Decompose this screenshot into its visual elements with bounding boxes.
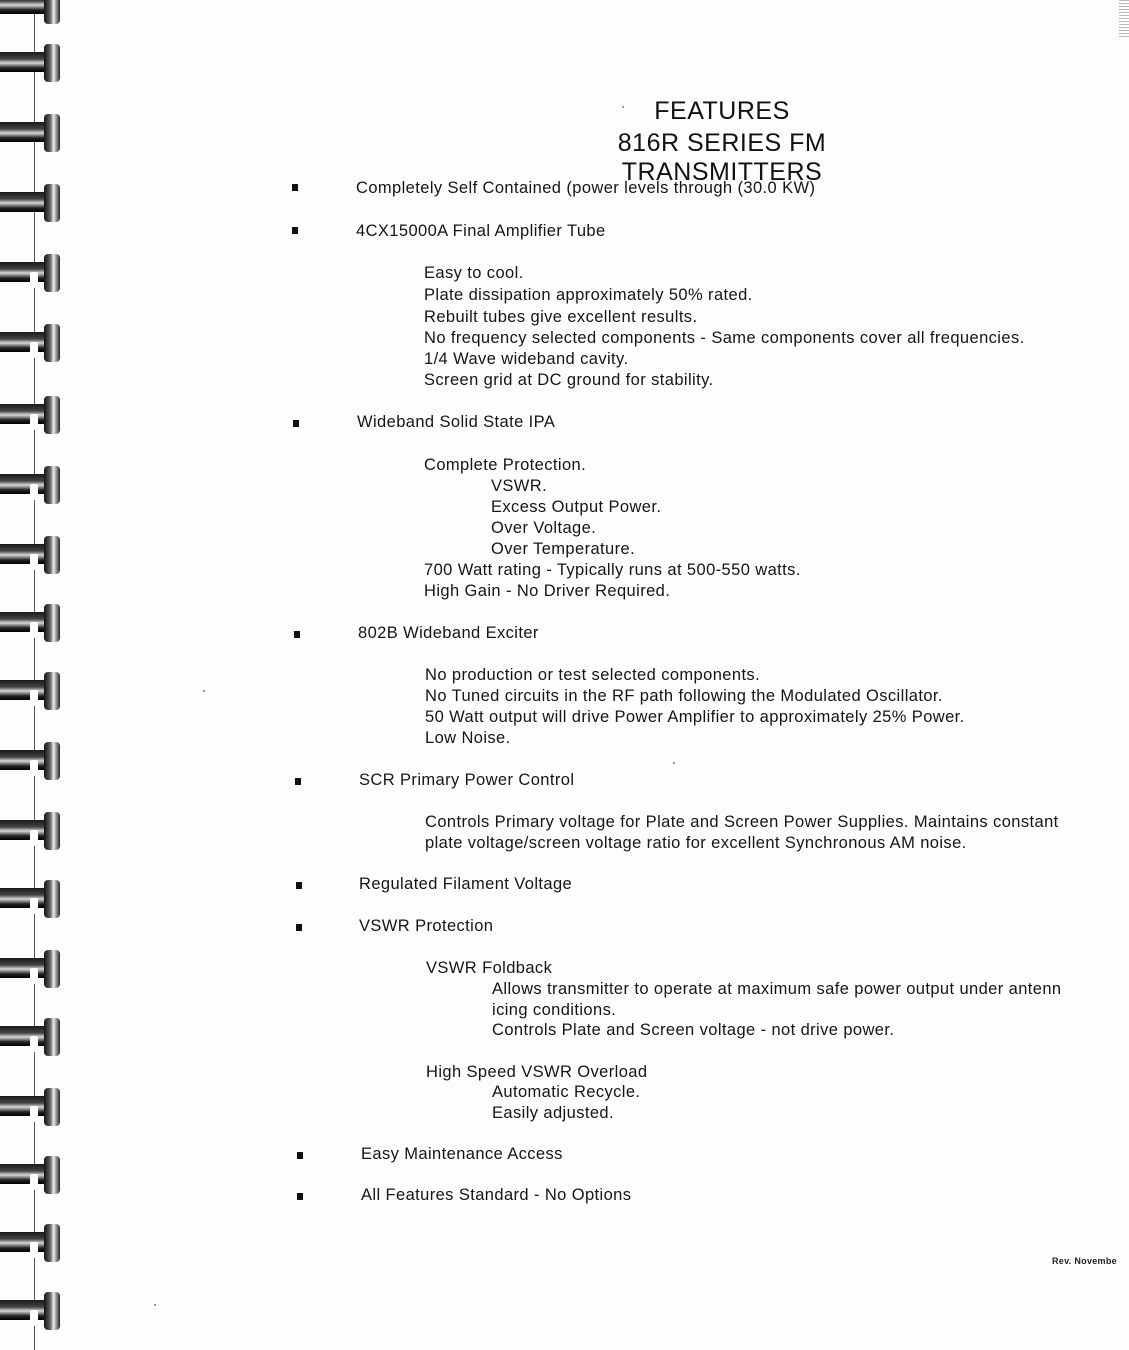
binding-coil [0,1152,64,1198]
binding-coil [0,320,64,366]
feature-detail: Complete Protection. [424,456,587,474]
feature-heading: Regulated Filament Voltage [359,875,573,893]
bullet-icon [294,631,300,638]
feature-detail: Controls Primary voltage for Plate and Screen Power Supplies. Maintains constant [425,813,1059,831]
bullet-icon [292,227,298,234]
bullet-icon [297,1152,303,1159]
feature-subdetail: Excess Output Power. [491,498,662,516]
feature-heading: Completely Self Contained (power levels through (30.0 KW) [356,179,816,197]
binding-coil [0,668,64,714]
binding-coil [0,808,64,854]
scan-speck [154,1304,156,1306]
feature-subdetail: icing conditions. [492,1001,617,1019]
binding-coil [0,738,64,784]
feature-detail: High Gain - No Driver Required. [424,582,671,600]
feature-detail: plate voltage/screen voltage ratio for excellent Synchronous AM noise. [425,834,967,852]
feature-heading: VSWR Protection [359,917,494,935]
feature-detail: 1/4 Wave wideband cavity. [424,350,629,368]
binding-coil [0,876,64,922]
feature-detail: Easy to cool. [424,264,524,282]
binding-coil [0,392,64,438]
feature-subdetail: Controls Plate and Screen voltage - not drive power. [492,1021,895,1039]
feature-detail: High Speed VSWR Overload [426,1063,648,1081]
spiral-binding [0,0,90,1350]
page-title: FEATURES [654,97,790,125]
feature-subdetail: VSWR. [491,477,548,495]
bullet-icon [296,924,302,931]
feature-detail: No frequency selected components - Same components cover all frequencies. [424,329,1025,347]
bullet-icon [295,778,301,785]
binding-coil [0,1220,64,1266]
feature-heading: 4CX15000A Final Amplifier Tube [356,222,606,240]
scan-speck [203,690,205,692]
feature-detail: No production or test selected components. [425,666,761,684]
scan-speck [673,762,675,764]
page-subtitle: 816R SERIES FM TRANSMITTERS [617,129,827,186]
binding-coil [0,110,64,156]
feature-subdetail: Over Temperature. [491,540,636,558]
feature-subdetail: Over Voltage. [491,519,597,537]
binding-coil [0,1084,64,1130]
feature-subdetail: Easily adjusted. [492,1104,614,1122]
bullet-icon [293,420,299,427]
feature-heading: 802B Wideband Exciter [358,624,539,642]
feature-heading: Easy Maintenance Access [361,1145,563,1163]
feature-detail: VSWR Foldback [426,959,553,977]
binding-coil [0,250,64,296]
page-edge-mark [1119,0,1129,38]
feature-subdetail: Allows transmitter to operate at maximum safe power output under antenn [492,980,1062,998]
feature-subdetail: Automatic Recycle. [492,1083,641,1101]
bullet-icon [292,184,298,191]
binding-coil [0,600,64,646]
binding-coil [0,0,64,28]
feature-detail: Low Noise. [425,729,511,747]
binding-coil [0,40,64,86]
binding-coil [0,462,64,508]
feature-detail: No Tuned circuits in the RF path following the Modulated Oscillator. [425,687,943,705]
feature-heading: SCR Primary Power Control [359,771,575,789]
feature-heading: Wideband Solid State IPA [357,413,556,431]
feature-detail: Rebuilt tubes give excellent results. [424,308,698,326]
revision-note: Rev. Novembe [1052,1256,1117,1266]
bullet-icon [297,1193,303,1200]
feature-heading: All Features Standard - No Options [361,1186,632,1204]
feature-detail: Plate dissipation approximately 50% rated. [424,286,753,304]
binding-coil [0,1288,64,1334]
feature-detail: 700 Watt rating - Typically runs at 500-550 watts. [424,561,801,579]
binding-coil [0,180,64,226]
binding-coil [0,532,64,578]
feature-detail: 50 Watt output will drive Power Amplifier to approximately 25% Power. [425,708,965,726]
bullet-icon [296,882,302,889]
binding-coil [0,946,64,992]
binding-coil [0,1014,64,1060]
feature-detail: Screen grid at DC ground for stability. [424,371,714,389]
